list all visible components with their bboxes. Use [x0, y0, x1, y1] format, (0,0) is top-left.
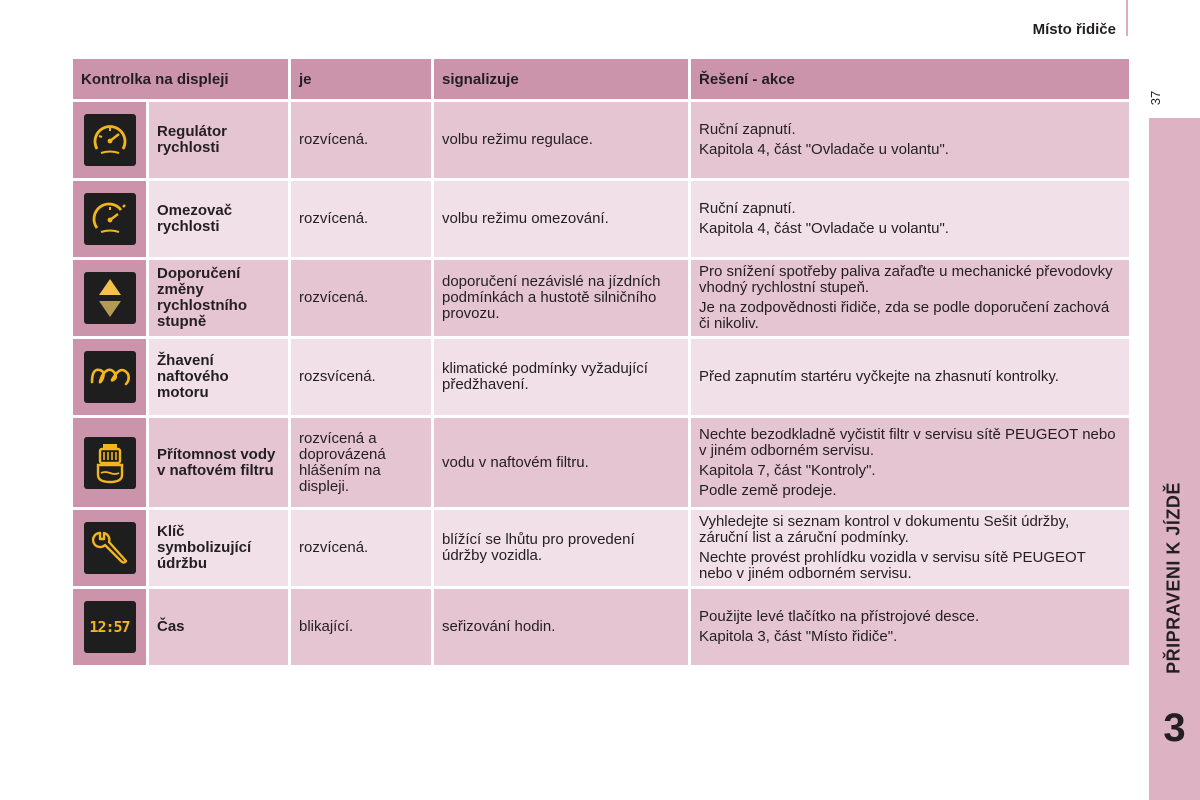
clock-display-digits: 12:57	[89, 618, 130, 636]
indicator-action	[690, 180, 1131, 259]
action-line: Vyhledejte si seznam kontrol v dokumentu Sešit údržby, záruční list a záruční podmínky.	[699, 513, 1070, 546]
indicator-state: rozvícená.	[290, 101, 433, 180]
indicator-meaning: seřizování hodin.	[433, 588, 690, 667]
action-line: Nechte provést prohlídku vozidla v servisu sítě PEUGEOT nebo v jiném odborném servisu.	[699, 549, 1086, 582]
icon-cell	[72, 588, 148, 667]
indicator-state: rozvícená a doprovázená hlášením na displeji.	[290, 417, 433, 509]
action-line: Před zapnutím startéru vyčkejte na zhasnutí kontrolky.	[699, 368, 1059, 385]
action-line: Kapitola 7, část "Kontroly".	[699, 461, 876, 479]
indicator-state: rozsvícená.	[290, 338, 433, 417]
indicator-name: Klíč symbolizující údržbu	[148, 509, 290, 588]
indicator-action	[690, 588, 1131, 667]
action-line: Ruční zapnutí.	[699, 200, 796, 217]
action-line: Ruční zapnutí.	[699, 121, 796, 138]
table-header-row	[72, 58, 1131, 101]
header-cell-state: je	[290, 58, 433, 101]
icon-cell	[72, 101, 148, 180]
indicator-name: Omezovač rychlosti	[148, 180, 290, 259]
table-row	[72, 180, 1131, 259]
cruise-control-icon	[84, 114, 136, 166]
clock-display-icon	[84, 601, 136, 653]
icon-cell	[72, 180, 148, 259]
action-line: Je na zodpovědnosti řidiče, zda se podle doporučení zachová či nikoliv.	[699, 299, 1110, 332]
indicator-meaning: vodu v naftovém filtru.	[433, 417, 690, 509]
indicator-meaning: blížící se lhůtu pro provedení údržby vozidla.	[433, 509, 690, 588]
table-row	[72, 259, 1131, 338]
chapter-number: 3	[1163, 706, 1186, 750]
header-cell-action: Řešení - akce	[690, 58, 1131, 101]
indicator-state: rozvícená.	[290, 180, 433, 259]
indicator-action	[690, 338, 1131, 417]
action-line: Kapitola 3, část "Místo řidiče".	[699, 628, 898, 645]
water-in-fuel-icon	[84, 437, 136, 489]
page-number: 37	[1148, 90, 1163, 106]
indicator-action	[690, 509, 1131, 588]
action-line: Kapitola 4, část "Ovladače u volantu".	[699, 141, 949, 158]
service-wrench-icon	[84, 522, 136, 574]
icon-cell	[72, 259, 148, 338]
indicator-action	[690, 417, 1131, 509]
indicator-state: rozvícená.	[290, 509, 433, 588]
icon-cell	[72, 338, 148, 417]
indicator-name: Regulátor rychlosti	[148, 101, 290, 180]
chapter-side-band	[1149, 118, 1200, 800]
action-line: Kapitola 4, část "Ovladače u volantu".	[699, 220, 949, 237]
indicator-meaning: klimatické podmínky vyžadující předžhavení.	[433, 338, 690, 417]
indicator-meaning: volbu režimu omezování.	[433, 180, 690, 259]
speed-limiter-icon	[84, 193, 136, 245]
indicator-action	[690, 101, 1131, 180]
header-cell-indicator: Kontrolka na displeji	[72, 58, 290, 101]
indicator-name: Doporučení změny rychlostního stupně	[148, 259, 290, 338]
table-row	[72, 101, 1131, 180]
indicator-meaning: volbu režimu regulace.	[433, 101, 690, 180]
indicator-name: Čas	[148, 588, 290, 667]
indicator-action	[690, 259, 1131, 338]
indicator-meaning: doporučení nezávislé na jízdních podmínkách a hustotě silničního provozu.	[433, 259, 690, 338]
table-row	[72, 588, 1131, 667]
action-line: Použijte levé tlačítko na přístrojové desce.	[699, 608, 980, 625]
icon-cell	[72, 509, 148, 588]
indicator-name: Žhavení naftového motoru	[148, 338, 290, 417]
action-line: Podle země prodeje.	[699, 481, 837, 499]
table-row	[72, 417, 1131, 509]
gear-shift-indicator-icon	[84, 272, 136, 324]
running-header: Místo řidiče	[1032, 21, 1116, 38]
icon-cell	[72, 417, 148, 509]
indicator-state: rozvícená.	[290, 259, 433, 338]
header-rule	[1126, 0, 1128, 36]
indicator-state: blikající.	[290, 588, 433, 667]
indicator-name: Přítomnost vody v naftovém filtru	[148, 417, 290, 509]
warning-lights-table	[70, 56, 1132, 668]
glow-plug-icon	[84, 351, 136, 403]
action-line: Pro snížení spotřeby paliva zařaďte u mechanické převodovky vhodný rychlostní stupeň.	[699, 263, 1113, 296]
header-cell-meaning: signalizuje	[433, 58, 690, 101]
table-row	[72, 338, 1131, 417]
table-row	[72, 509, 1131, 588]
action-line: Nechte bezodkladně vyčistit filtr v servisu sítě PEUGEOT nebo v jiném odborném servisu.	[699, 425, 1116, 459]
